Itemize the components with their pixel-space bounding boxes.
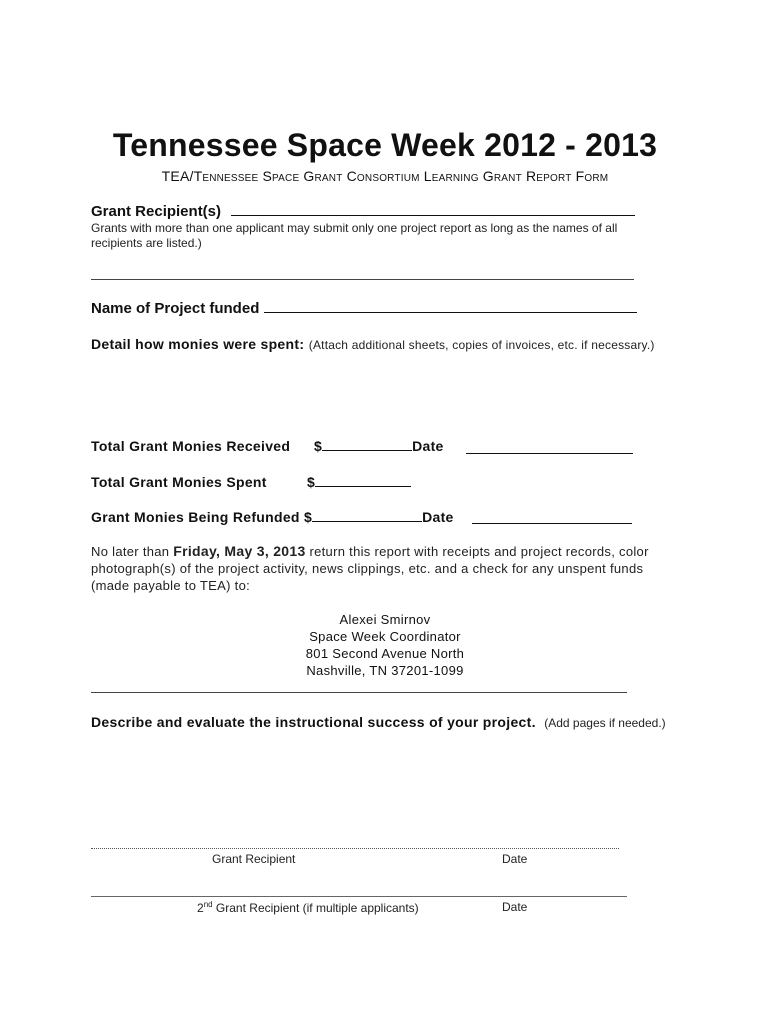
- refunded-label: Grant Monies Being Refunded: [91, 509, 300, 525]
- signature-2-rest: Grant Recipient (if multiple applicants): [212, 901, 419, 915]
- address-role: Space Week Coordinator: [309, 629, 461, 644]
- evaluation-note: (Add pages if needed.): [544, 716, 666, 730]
- detail-row: [91, 336, 655, 354]
- signature-1-label: Grant Recipient: [212, 852, 296, 866]
- instructions-deadline: Friday, May 3, 2013: [173, 543, 306, 559]
- grant-recipients-note-1: Grants with more than one applicant may submit only one project report as long as the names of all: [91, 221, 618, 235]
- project-name-line[interactable]: [264, 300, 637, 313]
- grant-recipients-extra-line[interactable]: [91, 279, 634, 280]
- refunded-date-label: Date: [422, 509, 454, 525]
- instructions-line-3: (made payable to TEA) to:: [91, 578, 251, 593]
- evaluation-row: [91, 714, 666, 732]
- detail-note: (Attach additional sheets, copies of invoices, etc. if necessary.): [308, 338, 655, 352]
- spent-amount-field[interactable]: [307, 474, 411, 490]
- grant-recipients-line[interactable]: [231, 203, 635, 216]
- detail-label: Detail how monies were spent:: [91, 336, 305, 352]
- address-divider: [91, 692, 627, 693]
- grant-recipients-row: [91, 203, 635, 220]
- refunded-row: [91, 509, 454, 525]
- evaluation-label: Describe and evaluate the instructional success of your project.: [91, 714, 536, 730]
- signature-line-1[interactable]: [91, 848, 619, 849]
- project-name-label: Name of Project funded: [91, 300, 260, 317]
- spent-label: Total Grant Monies Spent: [91, 474, 267, 490]
- received-date-label: Date: [412, 438, 444, 454]
- refunded-amount-line[interactable]: [312, 509, 422, 522]
- received-date-line[interactable]: [466, 453, 633, 454]
- address-city: Nashville, TN 37201-1099: [306, 663, 464, 678]
- refunded-date-line[interactable]: [472, 523, 632, 524]
- signature-2-label: [197, 900, 419, 915]
- form-subtitle: [0, 168, 770, 184]
- grant-recipients-note-2: recipients are listed.): [91, 236, 202, 250]
- signature-1-date-label: Date: [502, 852, 528, 866]
- address-name: Alexei Smirnov: [339, 612, 431, 627]
- refunded-dollar-sign: $: [303, 509, 313, 525]
- received-amount-field[interactable]: [314, 438, 444, 454]
- spent-amount-line[interactable]: [315, 474, 411, 487]
- received-amount-line[interactable]: [322, 438, 412, 451]
- instructions-line-1: [91, 543, 649, 559]
- signature-2-date-label: Date: [502, 900, 528, 914]
- signature-2-prefix: 2: [197, 901, 204, 915]
- signature-2-sup: nd: [203, 900, 213, 909]
- received-label: Total Grant Monies Received: [91, 438, 291, 454]
- project-name-row: [91, 300, 637, 317]
- form-title: Tennessee Space Week 2012 - 2013: [112, 127, 658, 163]
- instructions-line-2: photograph(s) of the project activity, news clippings, etc. and a check for any unspent funds: [91, 561, 644, 576]
- grant-recipients-label: Grant Recipient(s): [91, 203, 222, 220]
- address-street: 801 Second Avenue North: [305, 646, 465, 661]
- spent-dollar-sign: $: [307, 474, 316, 490]
- instructions-prefix: No later than: [91, 544, 170, 559]
- signature-line-2[interactable]: [91, 896, 627, 897]
- form-subtitle-text: TEA/Tennessee Space Grant Consortium Learning Grant Report Form: [161, 168, 609, 184]
- instructions-rest: return this report with receipts and project records, color: [309, 544, 649, 559]
- received-dollar-sign: $: [314, 438, 323, 454]
